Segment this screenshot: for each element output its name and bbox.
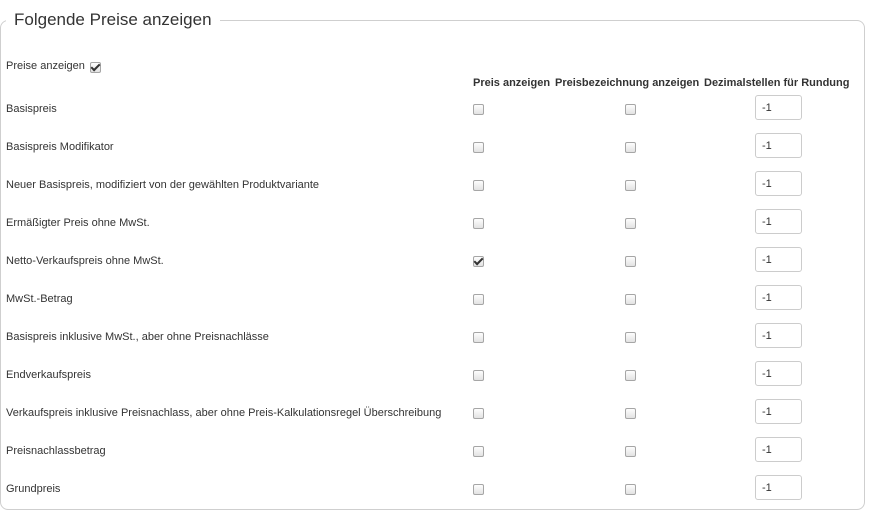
header-price-label: Preisbezeichnung anzeigen — [555, 77, 700, 89]
show-price-label-checkbox[interactable] — [625, 218, 636, 229]
price-row-label: Endverkaufspreis — [6, 369, 91, 381]
price-row-label: Preisnachlassbetrag — [6, 445, 106, 457]
show-price-checkbox[interactable] — [473, 294, 484, 305]
show-price-label-checkbox[interactable] — [625, 484, 636, 495]
show-price-checkbox[interactable] — [473, 256, 484, 267]
price-row-label: Verkaufspreis inklusive Preisnachlass, aber ohne Preis-Kalkulationsregel Überschreibung — [6, 407, 442, 419]
decimals-input[interactable] — [755, 95, 802, 120]
price-row-label: Basispreis Modifikator — [6, 141, 114, 153]
show-price-checkbox[interactable] — [473, 104, 484, 115]
show-price-label-checkbox[interactable] — [625, 256, 636, 267]
decimals-input[interactable] — [755, 475, 802, 500]
decimals-input[interactable] — [755, 323, 802, 348]
show-price-checkbox[interactable] — [473, 142, 484, 153]
decimals-input[interactable] — [755, 361, 802, 386]
show-price-label-checkbox[interactable] — [625, 142, 636, 153]
price-row-label: Basispreis inklusive MwSt., aber ohne Preisnachlässe — [6, 331, 269, 343]
price-row-label: MwSt.-Betrag — [6, 293, 73, 305]
decimals-input[interactable] — [755, 399, 802, 424]
fieldset-legend: Folgende Preise anzeigen — [6, 9, 220, 31]
show-prices-label: Preise anzeigen — [6, 60, 85, 72]
show-price-checkbox[interactable] — [473, 332, 484, 343]
show-price-checkbox[interactable] — [473, 446, 484, 457]
decimals-input[interactable] — [755, 437, 802, 462]
decimals-input[interactable] — [755, 171, 802, 196]
show-price-label-checkbox[interactable] — [625, 370, 636, 381]
price-row-label: Neuer Basispreis, modifiziert von der gewählten Produktvariante — [6, 179, 320, 191]
price-row-label: Ermäßigter Preis ohne MwSt. — [6, 217, 150, 229]
price-row-label: Grundpreis — [6, 483, 61, 495]
decimals-input[interactable] — [755, 133, 802, 158]
decimals-input[interactable] — [755, 209, 802, 234]
show-price-checkbox[interactable] — [473, 370, 484, 381]
show-price-label-checkbox[interactable] — [625, 294, 636, 305]
price-row-label: Netto-Verkaufspreis ohne MwSt. — [6, 255, 164, 267]
show-prices-checkbox[interactable] — [90, 62, 101, 73]
show-price-checkbox[interactable] — [473, 180, 484, 191]
show-price-checkbox[interactable] — [473, 484, 484, 495]
decimals-input[interactable] — [755, 285, 802, 310]
show-price-label-checkbox[interactable] — [625, 104, 636, 115]
header-show-price: Preis anzeigen — [473, 77, 551, 89]
show-price-checkbox[interactable] — [473, 408, 484, 419]
header-decimals: Dezimalstellen für Rundung — [704, 77, 850, 89]
show-price-checkbox[interactable] — [473, 218, 484, 229]
show-price-label-checkbox[interactable] — [625, 408, 636, 419]
show-price-label-checkbox[interactable] — [625, 180, 636, 191]
price-row-label: Basispreis — [6, 103, 57, 115]
decimals-input[interactable] — [755, 247, 802, 272]
show-price-label-checkbox[interactable] — [625, 332, 636, 343]
show-price-label-checkbox[interactable] — [625, 446, 636, 457]
